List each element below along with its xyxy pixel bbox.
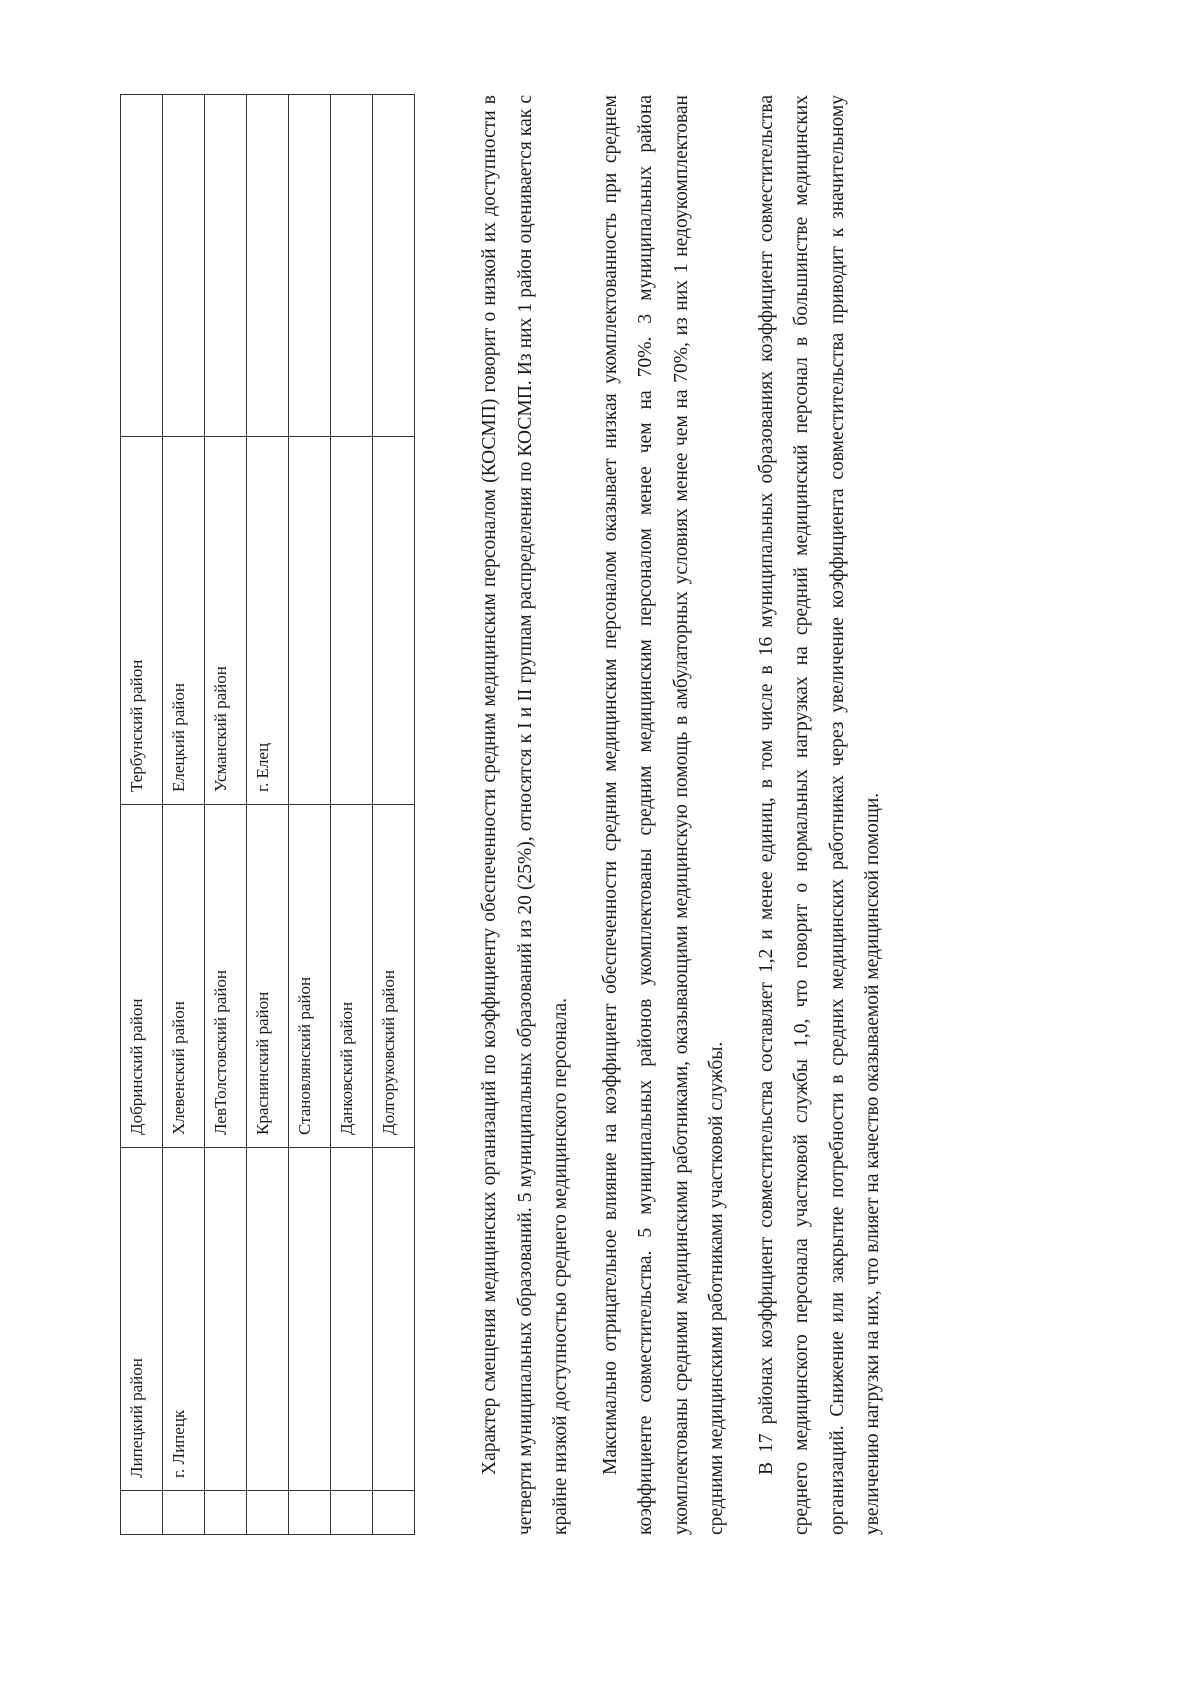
table-cell <box>373 1491 415 1535</box>
table-cell <box>247 95 289 437</box>
table-cell <box>331 95 373 437</box>
table-cell: Усманский район <box>205 437 247 805</box>
table-cell: Тербунский район <box>121 437 163 805</box>
table-cell <box>373 437 415 805</box>
paragraph-3: В 17 районах коэффициент совместительства составляет 1,2 и менее единиц, в том числе в 16 муниципальных образованиях коэффициент совместительства среднего медицинского персонала участковой службы 1,0, что говорит о нормальных нагрузках на средний медицинский персонал в большинстве медицинских организаций. Снижение или закрытие потребности в средних медицинских работниках через увеличение коэффициента совместительства приводит к значительному увеличению нагрузки на них, что влияет на качество оказываемой медицинской помощи. <box>755 95 883 1535</box>
table-cell <box>205 95 247 437</box>
table-row <box>289 95 331 1535</box>
table-cell <box>331 437 373 805</box>
table-cell: г. Липецк <box>163 1148 205 1491</box>
paragraph-1: Характер смещения медицинских организаций по коэффициенту обеспеченности средним медицинским персоналом (КОСМП) говорит о низкой их доступности в четверти муниципальных образований. 5 муниципальных образований из 20 (25%), относятся к I и II группам распределения по КОСМП. Из них 1 район оценивается как с крайне низкой доступностью среднего медицинского персонала. <box>479 95 571 1535</box>
table-cell <box>331 1491 373 1535</box>
table-row <box>205 95 247 1535</box>
table-row <box>121 95 163 1535</box>
table-row <box>373 95 415 1535</box>
table-cell: г. Елец <box>247 437 289 805</box>
table-cell <box>289 95 331 437</box>
table-cell: Становлянский район <box>289 805 331 1148</box>
table-cell <box>121 95 163 437</box>
table-cell <box>121 1491 163 1535</box>
table-cell <box>163 95 205 437</box>
table-cell <box>373 95 415 437</box>
table-cell <box>373 1148 415 1491</box>
paragraph-2: Максимально отрицательное влияние на коэффициент обеспеченности средним медицинским персоналом оказывает низкая укомплектованность при среднем коэффициенте совместительства. 5 муниципальных районов укомплектованы средним медицинским персоналом менее чем на 70%. 3 муниципальных района укомплектованы средними медицинскими работниками, оказывающими медицинскую помощь в амбулаторных условиях менее чем на 70%, из них 1 недоукомплектован средними медицинскими работниками участковой службы. <box>599 95 727 1535</box>
table-row <box>247 95 289 1535</box>
table-cell: Краснинский район <box>247 805 289 1148</box>
table-cell <box>289 437 331 805</box>
table-cell: ЛевТолстовский район <box>205 805 247 1148</box>
table-cell: Данковский район <box>331 805 373 1148</box>
table-cell: Долгоруковский район <box>373 805 415 1148</box>
table-cell <box>163 1491 205 1535</box>
table-cell <box>205 1491 247 1535</box>
rotated-page-content <box>120 0 1170 1535</box>
table-cell <box>247 1148 289 1491</box>
districts-table <box>120 94 415 1535</box>
body-text <box>472 95 905 1535</box>
table-row <box>331 95 373 1535</box>
table-cell: Елецкий район <box>163 437 205 805</box>
table-cell <box>205 1148 247 1491</box>
table-cell <box>289 1148 331 1491</box>
table-cell <box>289 1491 331 1535</box>
table-cell <box>247 1491 289 1535</box>
table-row <box>163 95 205 1535</box>
table-cell: Хлевенский район <box>163 805 205 1148</box>
table-cell: Липецкий район <box>121 1148 163 1491</box>
table-cell: Добринский район <box>121 805 163 1148</box>
table-cell <box>331 1148 373 1491</box>
